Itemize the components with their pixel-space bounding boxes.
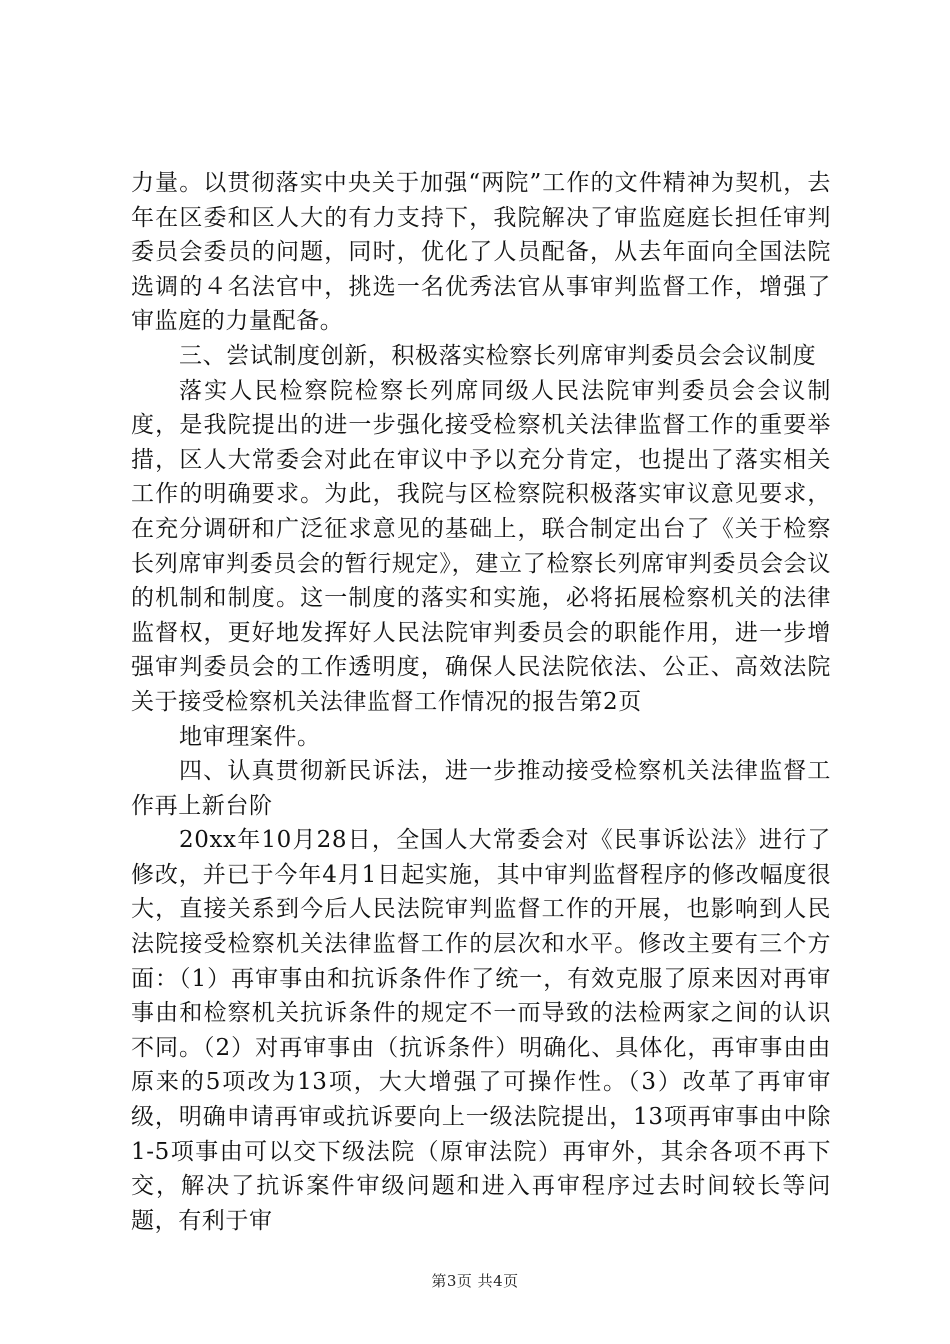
section-heading-three: 三、尝试制度创新，积极落实检察长列席审判委员会会议制度 — [179, 342, 817, 369]
paragraph-section-four: 20xx年10月28日，全国人大常委会对《民事诉讼法》进行了修改，并已于今年4月1日起实施，其中审判监督程序的修改幅度很大，直接关系到今后人民法院审判监督工作的开展，也影响到人民法院接受检察机关法律监督工作的层次和水平。修改主要有三个方面：（1）再审事由和抗诉条件作了统一，有效克服了原来因对再审事由和检察机关抗诉条件的规定不一而导致的法检两家之间的认识不同。（2）对再审事由（抗诉条件）明确化、具体化，再审事由由原来的5项改为13项，大大增强了可操作性。（3）改革了再审审级，明确申请再审或抗诉要向上一级法院提出，13项再审事由中除1-5项事由可以交下级法院（原审法院）再审外，其余各项不再下交，解决了抗诉案件审级问题和进入再审程序过去时间较长等问题，有利于审 — [131, 827, 831, 1234]
paragraph-short-line: 地审理案件。 — [179, 723, 321, 750]
paragraph-continuation: 力量。以贯彻落实中央关于加强“两院”工作的文件精神为契机，去年在区委和区人大的有力支持下，我院解决了审监庭庭长担任审判委员会委员的问题，同时，优化了人员配备，从去年面向全国法院选调的４名法官中，挑选一名优秀法官从事审判监督工作，增强了审监庭的力量配备。 — [131, 170, 831, 335]
document-body — [131, 166, 831, 1238]
section-heading-four: 四、认真贯彻新民诉法，进一步推动接受检察机关法律监督工作再上新台阶 — [131, 758, 831, 819]
paragraph-section-three: 落实人民检察院检察长列席同级人民法院审判委员会会议制度，是我院提出的进一步强化接受检察机关法律监督工作的重要举措，区人大常委会对此在审议中予以充分肯定，也提出了落实相关工作的明确要求。为此，我院与区检察院积极落实审议意见要求，在充分调研和广泛征求意见的基础上，联合制定出台了《关于检察长列席审判委员会的暂行规定》，建立了检察长列席审判委员会会议的机制和制度。这一制度的落实和实施，必将拓展检察机关的法律监督权，更好地发挥好人民法院审判委员会的职能作用，进一步增强审判委员会的工作透明度，确保人民法院依法、公正、高效法院关于接受检察机关法律监督工作情况的报告第2页 — [131, 377, 831, 715]
page-footer: 第3页 共4页 — [431, 1272, 519, 1290]
